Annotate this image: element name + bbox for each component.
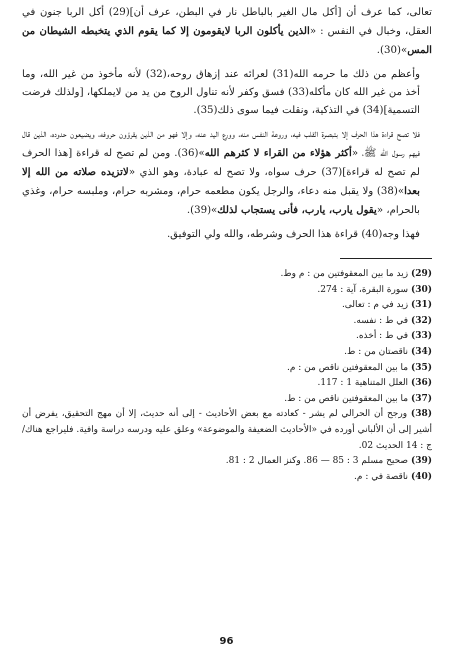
text-segment: (34)	[362, 105, 384, 116]
footnote-text: سورة البقرة، آية : 274.	[317, 284, 409, 295]
footnote	[22, 361, 432, 377]
text-segment: (31)	[272, 69, 294, 80]
text-segment: (33)	[288, 87, 309, 98]
text-segment: (38)	[376, 186, 398, 197]
text-segment: حرف سواه، ولا تصح له عبادة، وهو الذي «	[128, 167, 322, 178]
footnote-text: صحيح مسلم 3 : 85 — 86. وكنز العمال 2 : 81.	[225, 456, 409, 467]
text-segment: (36)	[177, 148, 199, 159]
footnote-text: ناقصة في : م.	[354, 471, 409, 482]
paragraph	[22, 126, 432, 220]
text-segment: .	[376, 45, 381, 56]
quoted-text: الذين يأكلون الربا لايقومون إلا كما يقوم الذي يتخبطه الشيطان من المس	[22, 25, 432, 56]
footnote	[22, 345, 432, 361]
text-segment: في التذكية، ونقلت فيما سوى ذلك	[217, 105, 363, 116]
text-segment: (39)	[190, 205, 212, 216]
main-text	[22, 4, 432, 244]
footnote-text: ورجح أن الحرالي لم يشر - كعادته مع بعض الأحاديث - إلى أنه حديث، إلا أن مهج التحقيق، يفرض أن أشير إلى أن الألباني أورده في «الأحاديث الضعيفة والموضوعة» وعلق عليه ودرسه دراسة وافية. فليراجع هناك/ ج : 14 الحديث 02.	[22, 409, 432, 451]
text-segment: تعالى، كما عرف أن [أكل مال الغير بالباطل نار في البطن، عرف أن]	[129, 7, 432, 18]
text-segment: (32)	[145, 69, 167, 80]
footnote-text: في ط : أخذه.	[355, 331, 409, 342]
footnote	[22, 298, 432, 314]
footnote-number: (36)	[410, 378, 432, 389]
footnote-number: (40)	[410, 471, 432, 482]
text-segment: (40)	[361, 229, 383, 240]
text-segment: . ومن لم تصح له قراءة [هذا الحرف لم تصح له قراءة]	[22, 148, 420, 178]
footnote-text: زيد في م : تعالى.	[341, 300, 409, 311]
footnote	[22, 283, 432, 299]
footnote-number: (31)	[410, 300, 432, 311]
text-segment: فهذا وجه	[382, 229, 420, 240]
paragraph	[22, 226, 432, 244]
footnote-text: ما بين المعقوفتين ناقص من : م.	[286, 362, 409, 373]
footnote	[22, 376, 432, 392]
footnote	[22, 267, 432, 283]
footnote-number: (34)	[410, 346, 432, 357]
text-segment: »	[400, 45, 408, 56]
text-segment: (35)	[196, 105, 218, 116]
document-page	[22, 4, 432, 654]
footnote-number: (35)	[410, 362, 432, 373]
text-segment: وأعظم من ذلك ما حرمه الله	[293, 69, 420, 80]
text-segment: فلا تصح قراءة هذا الحرف إلا بتبصرة القلب فيه، وروعة النفس منه، وورع اليد عنه، وإلا فهو من الذين يقرؤون حروفه، ويضيعون حدوده، الذين قال فيهم رسول الله ﷺ، «	[22, 129, 420, 159]
footnote-text: ناقصتان من : ط.	[344, 346, 409, 357]
footnote	[22, 329, 432, 345]
text-segment: قراءة هذا الحرف وشرطه، والله ولي التوفيق.	[166, 229, 362, 240]
text-segment: »	[198, 148, 205, 159]
footnote-list	[22, 267, 432, 485]
footnote-text: ما بين المعقوفتين ناقص من : ط.	[284, 393, 409, 404]
text-segment: أكل الربا جنون في العقل، وخبال في النفس : «	[22, 7, 433, 37]
footnote-number: (38)	[410, 409, 432, 420]
footnote-text: زيد ما بين المعقوفتين من : م وط.	[280, 269, 409, 279]
text-segment: »	[211, 205, 218, 216]
footnote	[22, 454, 432, 470]
text-segment: .	[193, 105, 197, 116]
text-segment: (29)	[108, 7, 130, 18]
footnote	[22, 407, 432, 454]
footnote-text: في ط : نفسه.	[353, 315, 409, 326]
footnote	[22, 470, 432, 486]
footnote	[22, 314, 432, 330]
text-segment: فسق وكفر لأنه تناول الروح من يد من لايملكها، [ولذلك فرضت التسمية]	[22, 87, 420, 116]
text-segment: ولا يقبل منه دعاء، والرجل يكون مطعمه حرام، ومشربه حرام، وملبسه حرام، وغذي بالحرام، «	[22, 186, 420, 216]
quoted-text: يقول يارب، يارب، فأنى يستجاب لذلك	[217, 204, 377, 216]
paragraph	[22, 4, 432, 60]
text-segment: »	[397, 186, 405, 197]
quoted-text: لاتزيده صلاته من الله إلا بعدا	[22, 166, 420, 197]
footnote-number: (39)	[410, 456, 432, 467]
quoted-text: أكثر هؤلاء من القراء لا كثرهم الله	[204, 147, 352, 159]
footnote-separator	[340, 258, 432, 259]
footnote-number: (29)	[410, 269, 432, 279]
footnote-number: (32)	[410, 315, 432, 326]
text-segment: لعرائه عند إزهاق روحه،	[166, 69, 273, 80]
footnote	[22, 392, 432, 408]
footnote-number: (30)	[410, 284, 432, 295]
text-segment: (37)	[321, 167, 343, 178]
footnote-number: (33)	[410, 331, 432, 342]
footnote-text: العلل المتناهية 1 : 117.	[317, 378, 409, 389]
text-segment: .	[186, 205, 191, 216]
paragraph	[22, 66, 432, 120]
text-segment: (30)	[380, 45, 401, 56]
page-number: 96	[219, 636, 234, 647]
text-segment: لأنه مأخوذ من غير الله، وما أخذ من غير الله كان مأكله	[22, 69, 420, 98]
footnote-number: (37)	[410, 393, 432, 404]
